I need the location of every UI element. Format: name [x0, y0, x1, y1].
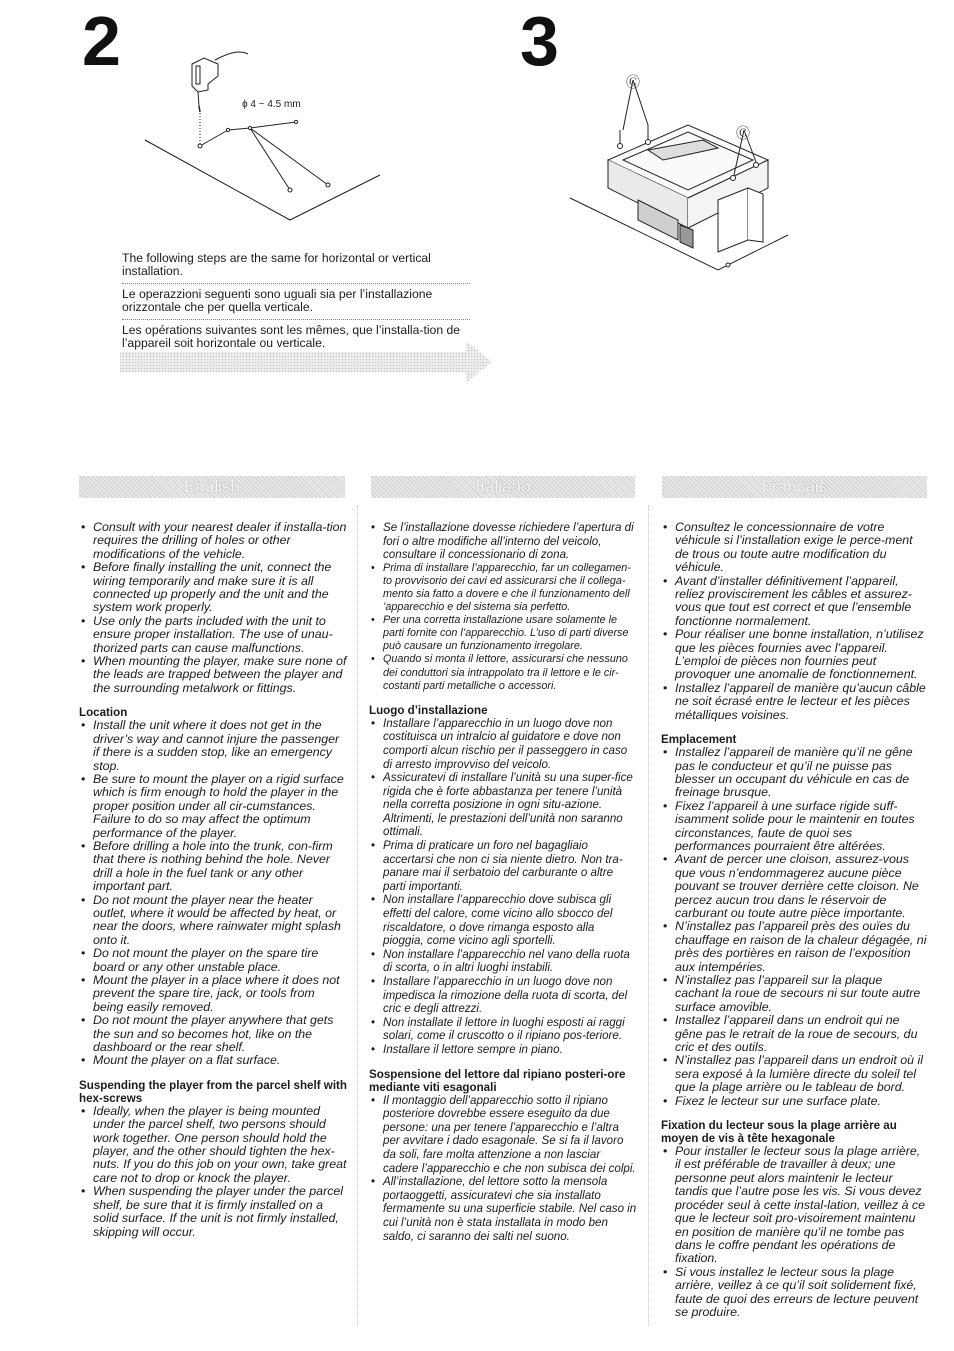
list-item: • Prima di praticare un foro nel bagagliaio accertarsi che non ci sia niente dietro. Non tra-panare mai il serbatoio del carburante o altre parti importanti.: [369, 839, 637, 893]
list-item: • Se l’installazione dovesse richiedere l’apertura di fori o altre modifiche all’interno del veicolo, consultare il concessionario di zona.: [369, 521, 637, 562]
callout-c-right: Ⓒ: [736, 125, 750, 141]
list-item: • Prima di installare l’apparecchio, far un collegamen-to provvisorio dei cavi ed assicurarsi che il collega-mento sia fatto a dovere e che il funzionamento dell ’apparecchio e del sistema sia perfetto.: [369, 562, 637, 614]
french-location-heading: Emplacement: [661, 733, 737, 747]
player-bracket-illustration: [568, 70, 798, 280]
list-item: • When suspending the player under the parcel shelf, be sure that it is firmly installed on a solid surface. If the unit is not firmly installed, skipping will occur.: [79, 1185, 347, 1239]
intro-block: [122, 252, 470, 350]
list-item: • Consult with your nearest dealer if installa-tion requires the drilling of holes or other modifications of the vehicle.: [79, 521, 347, 561]
list-item: • Installare l’apparecchio in un luogo dove non costituisca un intralcio al guidatore e dove non comporti alcun rischio per il passeggero in caso di arresto improvviso del veicolo.: [369, 717, 637, 771]
callout-c-top: Ⓒ: [626, 74, 640, 90]
list-item: • Assicuratevi di installare l’unità su una super-fice rigida che è forte abbastanza per tenere l’unità nella corretta posizione in ogni situ-azione. Altrimenti, le prestazioni dell’unità non saranno ottimali.: [369, 771, 637, 839]
italian-general-list: [369, 521, 637, 693]
list-item: • N’installez pas l’appareil près des ouïes du chauffage en raison de la chaleur dégagée, ni près des portières en raison de l’exposition aux intempéries.: [661, 920, 929, 974]
drill-illustration: [140, 40, 400, 230]
list-item: • Install the unit where it does not get in the driver’s way and cannot injure the passenger if there is a sudden stop, like an emergency stop.: [79, 719, 347, 773]
list-item: • All’installazione, del lettore sotto la mensola portaoggetti, assicuratevi che sia installato fermamente su una superficie stabile. Nel caso in cui l’unità non è stata installata in modo ben saldo, ci saranno dei salti nel suono.: [369, 1175, 637, 1243]
italian-header: Italiano: [371, 476, 635, 498]
intro-french: Les opérations suivantes sont les mêmes, que l’installa-tion de l’appareil soit horizontale ou verticale.: [122, 322, 461, 351]
french-column: [661, 521, 929, 1319]
french-suspend-list: [661, 1145, 929, 1319]
italian-suspend-heading: Sospensione del lettore dal ripiano posteri-ore mediante viti esagonali: [369, 1067, 626, 1094]
list-item: • Do not mount the player near the heater outlet, where it would be affected by heat, or near the doors, where rainwater might splash onto it.: [79, 894, 347, 948]
column-divider: [648, 505, 649, 1325]
english-suspend-heading: Suspending the player from the parcel shelf with hex-screws: [79, 1078, 347, 1105]
continue-arrow-graphic: [120, 341, 492, 383]
list-item: • Avant de percer une cloison, assurez-vous que vous n’endommagerez aucune pièce pouvant se trouver derrière cette cloison. Ne percez aucun trou dans le réservoir de carburant ou toute autre pièce importante.: [661, 853, 929, 920]
list-item: • Mount the player on a flat surface.: [79, 1054, 347, 1067]
list-item: • Non installate il lettore in luoghi esposti ai raggi solari, come il cruscotto o il ripiano pos-teriore.: [369, 1016, 637, 1043]
list-item: • Mount the player in a place where it does not prevent the spare tire, jack, or tools from being easily removed.: [79, 974, 347, 1014]
list-item: • N’installez pas l’appareil dans un endroit où il sera exposé à la lumière directe du soleil tel que la plage arrière ou le tableau de bord.: [661, 1054, 929, 1094]
list-item: • Fixez le lecteur sur une surface plate.: [661, 1095, 929, 1108]
list-item: • Pour réaliser une bonne installation, n’utilisez que les pièces fournies avec l’appareil. L’emploi de pièces non fournies peut provoquer une anomalie de fonctionnement.: [661, 628, 929, 682]
list-item: • Installez l’appareil de manière qu’il ne gêne pas le conducteur et qu’il ne puisse pas blesser un occupant du véhicule en cas de freinage brusque.: [661, 746, 929, 800]
english-general-list: [79, 521, 347, 695]
french-header: Français: [662, 476, 927, 498]
list-item: • Non installare l’apparecchio dove subisca gli effetti del calore, come vicino allo sbocco del riscaldatore, o dove rimanga esposto alla pioggia, come vicino agli sportelli.: [369, 893, 637, 947]
french-suspend-heading: Fixation du lecteur sous la plage arrière au moyen de vis à tête hexagonale: [661, 1119, 897, 1146]
italian-location-heading: Luogo d’installazione: [369, 703, 488, 717]
english-location-list: [79, 719, 347, 1068]
list-item: • Il montaggio dell’apparecchio sotto il ripiano posteriore dovrebbe essere eseguito da due persone: una per tenere l’apparecchio e l’altra per avvitare i dado esagonale. Se si fa il lavoro da soli, fare molta attenzione a non lasciar cadere l’apparecchio e che non subisca dei colpi.: [369, 1094, 637, 1176]
english-location-heading: Location: [79, 706, 128, 720]
intro-divider: [122, 319, 470, 320]
list-item: • Non installare l’apparecchio nel vano della ruota di scorta, o in altri luoghi instabili.: [369, 948, 637, 975]
french-location-list: [661, 746, 929, 1108]
french-general-list: [661, 521, 929, 722]
column-divider: [357, 505, 358, 1325]
list-item: • N’installez pas l’appareil sur la plaque cachant la roue de secours ni sur toute autre surface amovible.: [661, 974, 929, 1014]
english-suspend-list: [79, 1105, 347, 1239]
list-item: • Ideally, when the player is being mounted under the parcel shelf, two persons should work together. One person should hold the player, and the other should tighten the hex-nuts. If you do this job on your own, take great care not to drop or knock the player.: [79, 1105, 347, 1185]
list-item: • Fixez l’appareil à une surface rigide suff-isamment solide pour le maintenir en toutes circonstances, faute de quoi ses performances pourraient être altérées.: [661, 800, 929, 854]
list-item: • Installez l’appareil de manière qu’aucun câble ne soit écrasé entre le lecteur et les pièces métalliques voisines.: [661, 682, 929, 722]
list-item: • Si vous installez le lecteur sous la plage arrière, veillez à ce qu’il soit solidement fixé, faute de quoi des erreurs de lecture peuvent se produire.: [661, 1266, 929, 1320]
step-number-2: 2: [82, 2, 121, 80]
list-item: • Installare il lettore sempre in piano.: [369, 1043, 637, 1057]
list-item: • Do not mount the player on the spare tire board or any other unstable place.: [79, 947, 347, 974]
italian-suspend-list: [369, 1094, 637, 1244]
step-number-3: 3: [520, 2, 559, 80]
english-column: [79, 521, 347, 1239]
list-item: • Avant d’installer définitivement l’appareil, reliez proviscirement les câbles et assurez-vous que tout est correct et que l’ensemble fonctionne normalement.: [661, 575, 929, 629]
italian-column: [369, 521, 637, 1243]
intro-english: The following steps are the same for horizontal or vertical installation.: [122, 251, 431, 279]
intro-italian: Le operazzioni seguenti sono uguali sia per l’installazione orizzontale che per quella verticale.: [122, 286, 433, 315]
list-item: • Be sure to mount the player on a rigid surface which is firm enough to hold the player in the proper position under all cir-cumstances. Failure to do so may affect the optimum performance of the player.: [79, 773, 347, 840]
list-item: • Installez l’appareil dans un endroit qui ne gêne pas le retrait de la roue de secours, du cric et des outils.: [661, 1014, 929, 1054]
list-item: • Installare l’apparecchio in un luogo dove non impedisca la rimozione della ruota di scorta, del cric e degli attrezzi.: [369, 975, 637, 1016]
list-item: • Use only the parts included with the unit to ensure proper installation. The use of unau-thorized parts can cause malfunctions.: [79, 615, 347, 655]
english-header: English: [79, 476, 345, 498]
list-item: • Consultez le concessionnaire de votre véhicule si l’installation exige le perce-ment de trous ou toute autre modification du véhicule.: [661, 521, 929, 575]
list-item: • When mounting the player, make sure none of the leads are trapped between the player and the surrounding metalwork or fittings.: [79, 655, 347, 695]
italian-location-list: [369, 717, 637, 1057]
intro-divider: [122, 283, 470, 284]
list-item: • Before drilling a hole into the trunk, con-firm that there is nothing behind the hole. Never drill a hole in the fuel tank or any other important part.: [79, 840, 347, 894]
list-item: • Pour installer le lecteur sous la plage arrière, il est préférable de travailler à deux; une personne peut alors maintenir le lecteur tandis que l’autre pose les vis. Si vous devez procéder seul à cette instal-lation, veillez à ce que le lecteur soit pro-visoirement maintenu en position de manière qu’il ne tombe pas dans le coffre pendant les opérations de fixation.: [661, 1145, 929, 1266]
list-item: • Before finally installing the unit, connect the wiring temporarily and make sure it is all connected up properly and the unit and the system work properly.: [79, 561, 347, 615]
list-item: • Quando si monta il lettore, assicurarsi che nessuno dei conduttori sia intrappolato tra il lettore e le cir-costanti parti metalliche o accessori.: [369, 653, 637, 692]
hole-diameter-label: ϕ 4 ~ 4.5 mm: [242, 99, 301, 110]
list-item: • Per una corretta installazione usare solamente le parti fornite con l’apparecchio. L’uso di parti diverse può causare un funzionamento irregolare.: [369, 614, 637, 653]
list-item: • Do not mount the player anywhere that gets the sun and so becomes hot, like on the dashboard or the rear shelf.: [79, 1014, 347, 1054]
